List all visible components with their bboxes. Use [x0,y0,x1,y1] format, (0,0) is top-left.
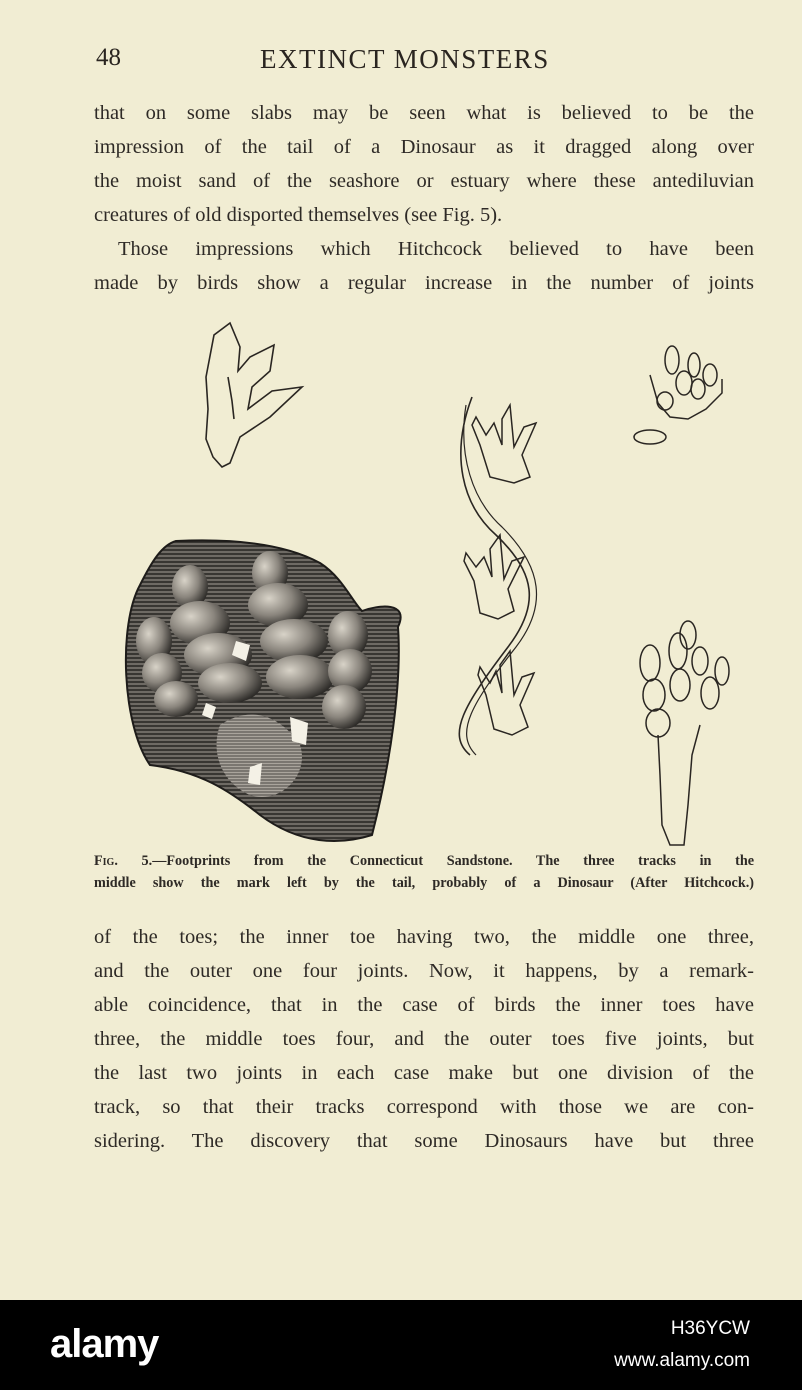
text-line: creatures of old disported themselves (see Fig. 5). [94,204,503,226]
track-top-right [634,346,722,444]
text-line: and the outer one four joints. Now, it happens, by a remark- [94,960,754,982]
page-number: 48 [96,44,121,71]
book-title: EXTINCT MONSTERS [260,44,550,74]
text-line: the last two joints in each case make but one division of the [94,1062,754,1084]
caption-line: middle show the mark left by the tail, probably of a Dinosaur (After Hitchcock.) [94,875,754,891]
body-text-bottom [94,920,754,1158]
alamy-logo: alamy [50,1322,159,1366]
text-line: made by birds show a regular increase in the number of joints [94,272,754,294]
text-line: three, the middle toes four, and the outer toes five joints, but [94,1028,754,1050]
footprints-illustration [110,305,750,850]
middle-track-3 [478,651,534,735]
image-id: H36YCW [670,1318,750,1339]
track-bottom-right [640,621,729,845]
text-line: that on some slabs may be seen what is believed to be the [94,102,754,124]
watermark-url: www.alamy.com [614,1350,750,1371]
caption-label: Fig. 5. [94,853,153,869]
text-line: able coincidence, that in the case of birds the inner toes have [94,994,754,1016]
middle-track-1 [472,405,536,483]
running-head [0,44,802,84]
watermark-bar [0,1300,802,1390]
shaded-footprint-slab [126,540,401,841]
track-top-left [206,323,302,467]
text-line: Those impressions which Hitchcock believed to have been [118,238,754,260]
caption-line: Fig. 5.—Footprints from the Connecticut Sandstone. The three tracks in the [94,853,755,869]
body-text-top [94,96,754,300]
text-line: impression of the tail of a Dinosaur as it dragged along over [94,136,754,158]
middle-track-2 [464,535,524,619]
figure-caption [94,850,754,894]
text-line: the moist sand of the seashore or estuary where these antediluvian [94,170,754,192]
text-line: of the toes; the inner toe having two, the middle one three, [94,926,754,948]
text-line: sidering. The discovery that some Dinosaurs have but three [94,1130,754,1152]
footprints-figure [110,305,750,850]
text-line: track, so that their tracks correspond with those we are con- [94,1096,754,1118]
tail-drag-line [459,397,529,755]
